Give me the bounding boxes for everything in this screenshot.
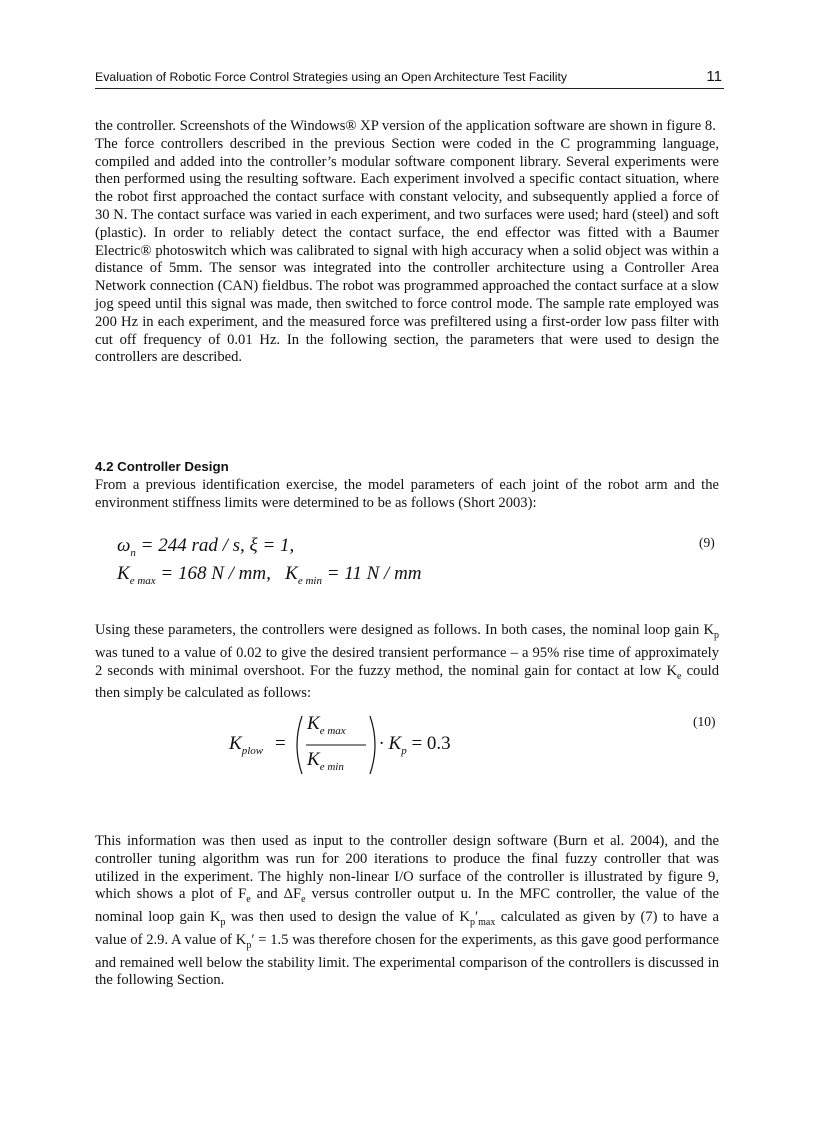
eq10-num-subscript: e max	[319, 725, 346, 737]
paragraph-3: From a previous identification exercise, the model parameters of each joint of the robot arm and the environment stiffness limits were determined to be as follows (Short 2003):	[95, 477, 719, 511]
equation-9-line1	[117, 535, 294, 557]
eq10-numerator	[307, 713, 346, 735]
para4-sub-p: p	[714, 629, 719, 641]
left-paren	[297, 716, 302, 774]
paragraph-2: The force controllers described in the previous Section were coded in the C programming language, compiled and added into the controller’s modular software component library. Several experiments were then performed using the resulting software. Each experiment involved a specific contact situation, where the robot first approached the contact surface with constant velocity, and subsequently applied a force of 30 N. The contact surface was varied in each experiment, and two surfaces were used; hard (steel) and soft (plastic). In order to reliably detect the contact surface, the end effector was fitted with a Baumer Electric® photoswitch which was calibrated to signal with high accuracy when a solid object was within a distance of 5mm. The sensor was integrated into the controller architecture using a Controller Area Network connection (CAN) fieldbus. The robot was programmed approached the contact surface at a slow jog speed until this signal was made, then switched to force control mode. The sample rate employed was 200 Hz in each experiment, and the measured force was prefiltered using a first-order low pass filter with cut off frequency of 0.01 Hz. In the following section, the parameters that were used to design the controllers are described.	[95, 135, 719, 366]
paragraph-5	[95, 833, 719, 990]
para5-text-b: and ΔF	[250, 886, 302, 903]
para4-sub-e: e	[677, 670, 682, 682]
para5-text-e: calculated as given by (7) to have a value of 2.9. A value of K	[95, 909, 719, 948]
para5-text-c: versus controller output u. In the MFC controller, the value of the nominal loop gain K	[95, 886, 719, 926]
kmin-subscript: e min	[297, 575, 322, 587]
para5-text-a: This information was then used as input to the controller design software (Burn et al. 2004), and the controller tuning algorithm was run for 200 iterations to produce the final fuzzy controller that was utilized in the experiment. The highly non-linear I/O surface of the controller is illustrated by figure 9, which shows a plot of F	[95, 833, 719, 903]
omega-symbol: ω	[117, 535, 131, 556]
kmax-subscript: e max	[129, 575, 156, 587]
section-heading: 4.2 Controller Design	[95, 459, 229, 474]
omega-subscript: n	[130, 547, 136, 559]
eq10-denominator	[307, 749, 344, 771]
equation-9-number: (9)	[699, 535, 715, 550]
running-header	[95, 68, 724, 89]
paragraph-block-1	[95, 118, 719, 367]
para5-text-d: was then used to design the value of K	[225, 909, 470, 926]
kmax-symbol: K	[117, 563, 130, 584]
right-paren	[370, 716, 375, 774]
para5-sub-5: p	[246, 939, 252, 951]
eq10-den-subscript: e min	[319, 761, 344, 773]
kmin-value: = 11 N / mm	[321, 563, 422, 584]
eq10-lhs-subscript: plow	[241, 745, 264, 757]
equation-9-line2	[117, 563, 422, 585]
eq10-result: = 0.3	[411, 733, 451, 754]
para5-text-f: ′ = 1.5 was therefore chosen for the experiments, as this gave good performance and remained well below the stability limit. The experimental comparison of the controllers is discussed in the following Section.	[95, 931, 719, 989]
eq10-equals: =	[275, 733, 286, 754]
eq10-dot-k: · K	[379, 733, 402, 754]
paragraph-4	[95, 622, 719, 703]
para5-sub-max: max	[478, 917, 496, 928]
para5-sub-1: e	[246, 894, 251, 906]
eq10-lhs	[229, 733, 263, 755]
para4-text-c: could then simply be calculated as follows:	[95, 662, 719, 702]
kmax-value: = 168 N / mm,	[155, 563, 271, 584]
eq10-lhs-k: K	[229, 733, 242, 754]
eq10-rhs	[379, 733, 451, 755]
eq10-kp-subscript: p	[401, 745, 407, 757]
eq10-den-k: K	[307, 749, 320, 770]
para5-sub-4: p	[469, 917, 475, 928]
equation-10-number: (10)	[693, 714, 716, 729]
eq9-line1-rest: = 244 rad / s, ξ = 1,	[135, 535, 295, 556]
paragraph-1: the controller. Screenshots of the Windows® XP version of the application software are shown in figure 8.	[95, 118, 716, 134]
para4-text-a: Using these parameters, the controllers were designed as follows. In both cases, the nominal loop gain K	[95, 622, 714, 638]
para5-prime: ′	[474, 909, 479, 926]
para5-sub-3: p	[220, 917, 226, 928]
header-title: Evaluation of Robotic Force Control Strategies using an Open Architecture Test Facility	[95, 70, 568, 84]
kmin-symbol: K	[285, 563, 298, 584]
page-number: 11	[706, 68, 722, 85]
para5-sub-2: e	[301, 894, 306, 906]
para4-text-b: was tuned to a value of 0.02 to give the desired transient performance – a 95% rise time of approximately 2 seconds with minimal overshoot. For the fuzzy method, the nominal gain for contact at low K	[95, 644, 719, 679]
eq10-num-k: K	[307, 713, 320, 734]
